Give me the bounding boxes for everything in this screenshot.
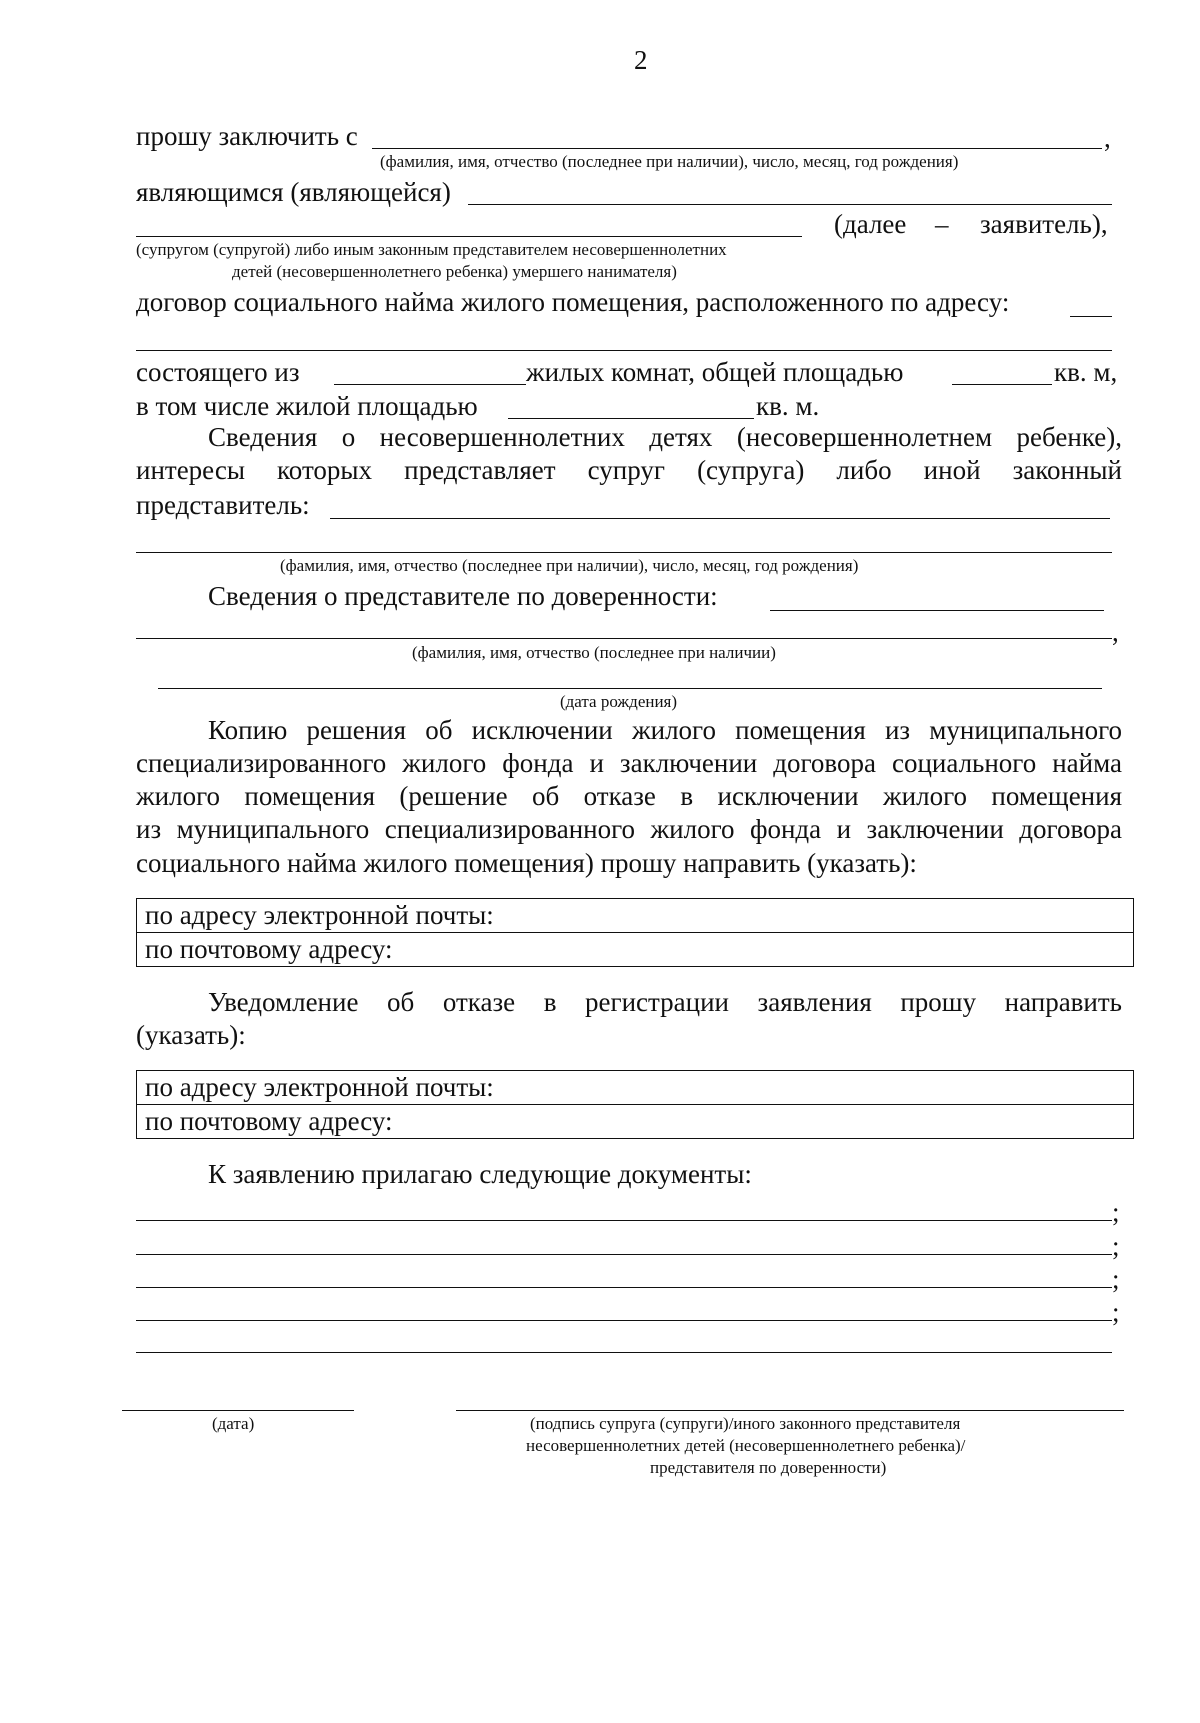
copy-option-email[interactable]: по адресу электронной почты: (137, 899, 1134, 933)
attachment-terminator-1: ; (1112, 1197, 1120, 1227)
refusal-delivery-options (136, 1070, 1134, 1139)
minors-line-3: представитель: (136, 490, 310, 520)
comma: , (1104, 123, 1111, 153)
minors-line-2-field[interactable] (136, 552, 1112, 553)
address-line-end[interactable] (1070, 316, 1112, 317)
contract-line: договор социального найма жилого помещения, расположенного по адресу: (136, 287, 1010, 317)
signature-caption-2: несовершеннолетних детей (несовершеннолетнего ребенка)/ (526, 1436, 966, 1455)
applicant-fio-line[interactable] (372, 148, 1102, 149)
consisting-label: состоящего из (136, 357, 300, 387)
living-area-line[interactable] (508, 418, 754, 419)
refusal-option-post[interactable]: по почтовому адресу: (137, 1105, 1134, 1139)
proxy-fio-caption: (фамилия, имя, отчество (последнее при наличии) (412, 643, 776, 662)
attachment-line-3[interactable] (136, 1287, 1112, 1288)
refusal-line-1: Уведомление об отказе в регистрации заявления прошу направить (208, 987, 1122, 1017)
page-number: 2 (634, 45, 648, 75)
hereinafter-dash: – (935, 209, 949, 239)
relation-line-2[interactable] (136, 236, 802, 237)
proxy-label: Сведения о представителе по доверенности: (208, 581, 718, 611)
copy-line-3: жилого помещения (решение об отказе в исключении жилого помещения (136, 781, 1122, 811)
copy-line-5: социального найма жилого помещения) прошу направить (указать): (136, 848, 917, 878)
relation-line[interactable] (468, 204, 1112, 205)
attachment-line-1[interactable] (136, 1220, 1112, 1221)
proxy-line-2[interactable] (136, 638, 1112, 639)
copy-line-1: Копию решения об исключении жилого помещения из муниципального (208, 715, 1122, 745)
copy-line-4: из муниципального специализированного жилого фонда и заключении договора (136, 814, 1122, 844)
minors-paragraph (136, 421, 1122, 487)
fio-caption: (фамилия, имя, отчество (последнее при наличии), число, месяц, год рождения) (380, 152, 959, 171)
proxy-line[interactable] (770, 610, 1104, 611)
attachment-line-5[interactable] (136, 1352, 1112, 1353)
refusal-option-email[interactable]: по адресу электронной почты: (137, 1071, 1134, 1105)
attachment-terminator-2: ; (1112, 1231, 1120, 1261)
sqm-2: кв. м. (756, 391, 820, 421)
birth-date-line[interactable] (158, 688, 1102, 689)
attachment-terminator-4: ; (1112, 1297, 1120, 1327)
hereinafter-label: (далее (834, 209, 907, 239)
being-label: являющимся (являющейся) (136, 177, 451, 207)
sqm-1: кв. м, (1054, 357, 1118, 387)
copy-decision-paragraph (136, 714, 1122, 846)
minors-line-1: Сведения о несовершеннолетних детях (несовершеннолетнем ребенке), (208, 422, 1122, 452)
signature-caption-3: представителя по доверенности) (650, 1458, 887, 1477)
applicant-label: заявитель), (980, 209, 1108, 239)
copy-option-post[interactable]: по почтовому адресу: (137, 933, 1134, 967)
attachment-terminator-3: ; (1112, 1264, 1120, 1294)
signature-line[interactable] (456, 1410, 1124, 1411)
copy-line-2: специализированного жилого фонда и заключении договора социального найма (136, 748, 1122, 778)
birth-date-caption: (дата рождения) (560, 692, 678, 711)
attachment-line-2[interactable] (136, 1254, 1112, 1255)
refusal-line-2: (указать): (136, 1020, 246, 1050)
date-caption: (дата) (212, 1414, 255, 1433)
minors-caption: (фамилия, имя, отчество (последнее при наличии), число, месяц, год рождения) (280, 556, 859, 575)
spouse-caption-2: детей (несовершеннолетнего ребенка) умершего нанимателя) (232, 262, 677, 281)
spouse-caption-1: (супругом (супругой) либо иным законным представителем несовершеннолетних (136, 240, 727, 259)
copy-delivery-options (136, 898, 1134, 967)
living-area-label: в том числе жилой площадью (136, 391, 478, 421)
date-line[interactable] (122, 1410, 354, 1411)
address-line[interactable] (136, 350, 1112, 351)
signature-caption-1: (подпись супруга (супруги)/иного законного представителя (530, 1414, 961, 1433)
rooms-text: жилых комнат, общей площадью (526, 357, 904, 387)
attachment-line-4[interactable] (136, 1320, 1112, 1321)
minors-line-2: интересы которых представляет супруг (супруга) либо иной законный (136, 455, 1122, 485)
minors-line[interactable] (330, 518, 1110, 519)
attachments-label: К заявлению прилагаю следующие документы: (208, 1159, 752, 1189)
rooms-count-line[interactable] (334, 384, 526, 385)
total-area-line[interactable] (952, 384, 1052, 385)
request-lead: прошу заключить с (136, 121, 358, 151)
proxy-comma: , (1112, 617, 1119, 647)
refusal-paragraph (136, 986, 1122, 1019)
